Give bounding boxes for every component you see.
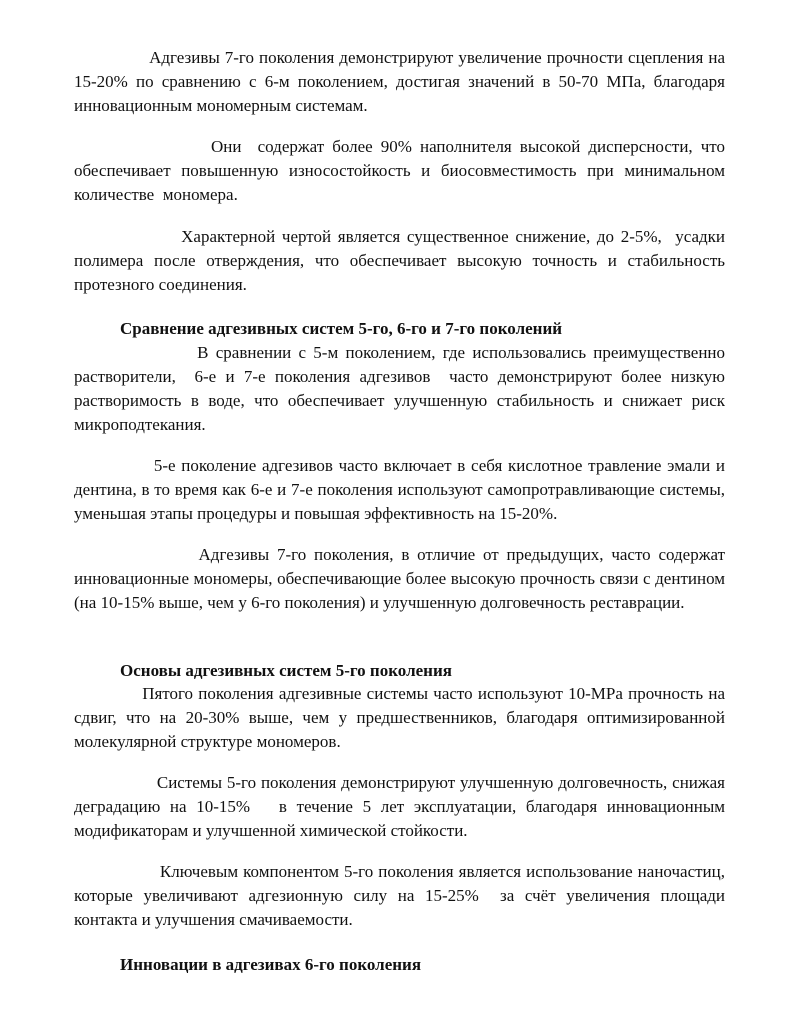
paragraph-5th-durability: Системы 5-го поколения демонстрируют улучшенную долговечность, снижая деградацию на 10-15% в течение 5 лет эксплуатации, благодаря инновационным модификаторам и улучшенной химической стойкости. [74,773,734,840]
paragraph-etching: 5-е поколение адгезивов часто включает в себя кислотное травление эмали и дентина, в то время как 6-е и 7-е поколения используют самопротравливающие системы, уменьшая этапы процедуры и повышая эффективность на 15-20%. [74,456,730,523]
heading-innovations-6th: Инновации в адгезивах 6-го поколения [120,955,422,974]
paragraph-shrinkage: Характерной чертой является существенное снижение, до 2-5%, усадки полимера после отверждения, что обеспечивает высокую точность и стабильность протезного соединения. [74,227,730,294]
paragraph-adhesives-7th-strength: Адгезивы 7-го поколения демонстрируют увеличение прочности сцепления на 15-20% по сравнению с 6-м поколением, достигая значений в 50-70 МПа, благодаря инновационным мономерным системам. [74,48,730,115]
heading-basics-5th: Основы адгезивных систем 5-го поколения [120,661,452,680]
paragraph-5th-shear-strength: Пятого поколения адгезивные системы часто используют 10-MPa прочность на сдвиг, что на 20-30% выше, чем у предшественников, благодаря оптимизированной молекулярной структуре мономеров. [74,684,730,751]
heading-comparison-5-6-7: Сравнение адгезивных систем 5-го, 6-го и 7-го поколений [120,319,563,338]
paragraph-nanoparticles: Ключевым компонентом 5-го поколения является использование наночастиц, которые увеличивают адгезионную силу на 15-25% за счёт увеличения площади контакта и улучшения смачиваемости. [74,862,730,929]
paragraph-solubility: В сравнении с 5-м поколением, где использовались преимущественно растворители, 6-е и 7-е поколения адгезивов часто демонстрируют более низкую растворимость в воде, что обеспечивает улучшенную стабильность и снижает риск микроподтекания. [74,343,730,434]
paragraph-filler-content: Они содержат более 90% наполнителя высокой дисперсности, что обеспечивает повышенную износостойкость и биосовместимость при минимальном количестве мономера. [74,137,734,204]
paragraph-7th-monomers: Адгезивы 7-го поколения, в отличие от предыдущих, часто содержат инновационные мономеры, обеспечивающие более высокую прочность связи с дентином (на 10-15% выше, чем у 6-го поколения) и улучшенную долговечность реставрации. [74,545,730,612]
